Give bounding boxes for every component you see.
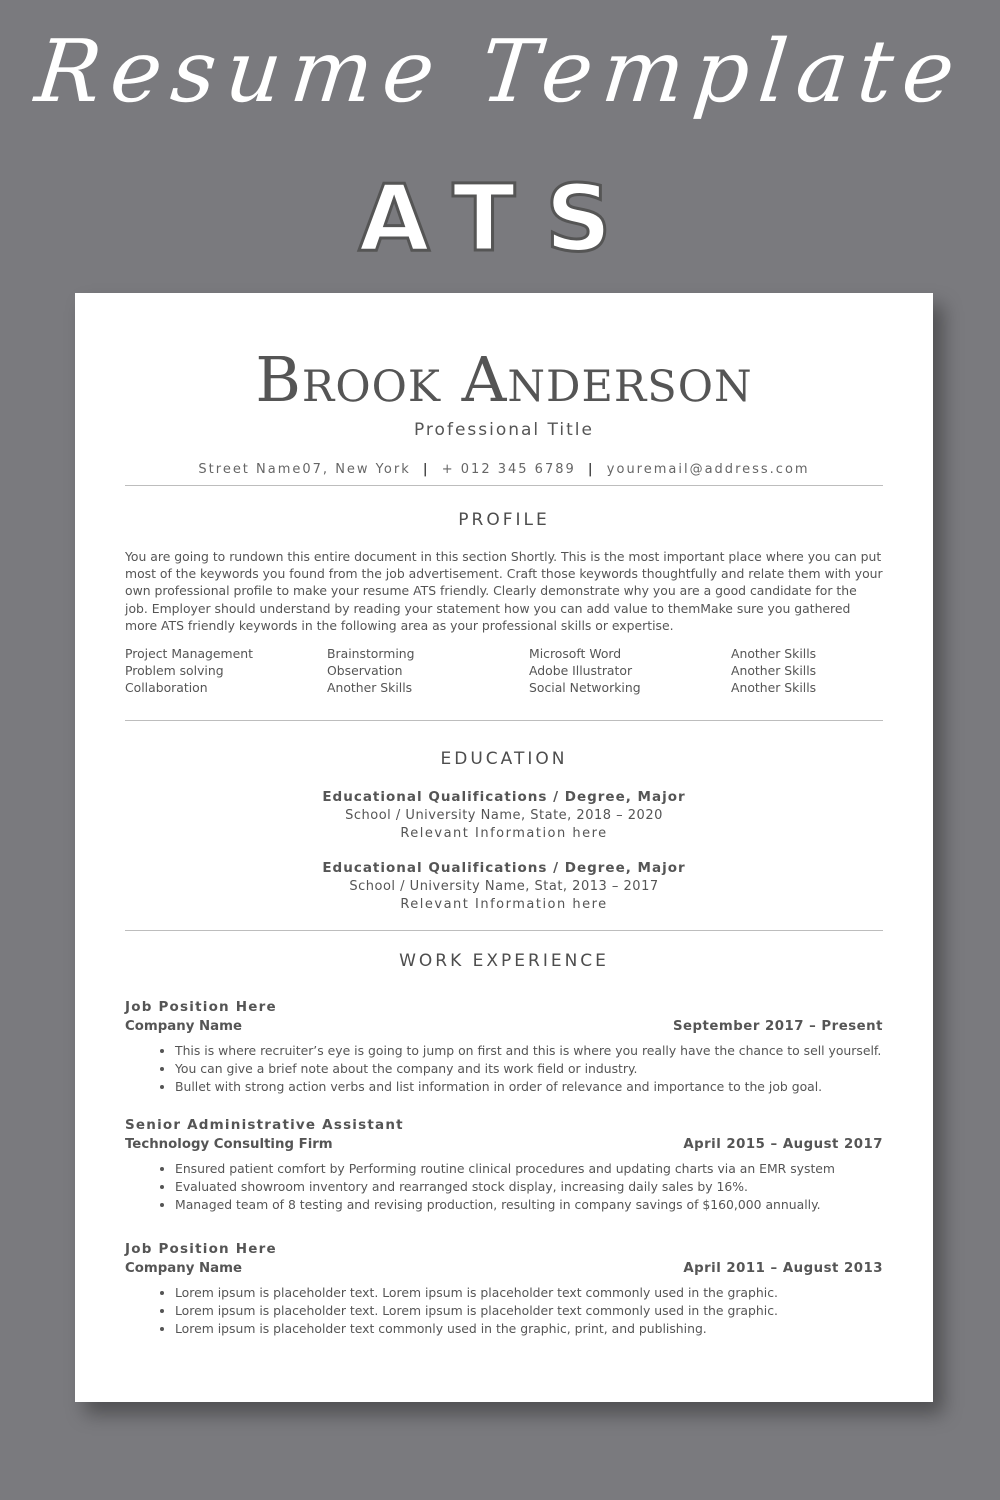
skill-item: Problem solving: [125, 663, 224, 679]
contact-line: [125, 462, 883, 477]
skills-grid: [125, 645, 883, 697]
skill-item: Observation: [327, 663, 403, 679]
profile-summary: You are going to rundown this entire document in this section Shortly. This is the most important place where you can put most of the keywords you found from the job advertisement. Craft those keywords thoughtfully and relate them with your own professional profile to make your resume ATS friendly. Clearly demonstrate why you are a good candidate for the job. Employer should understand by reading your statement how you can add value to themMake sure you gathered more ATS friendly keywords in the following area as your professional skills or expertise.: [125, 549, 883, 633]
skill-item: Collaboration: [125, 680, 208, 696]
divider: [125, 930, 883, 931]
job-bullets: [125, 1284, 883, 1338]
education-info: Relevant Information here: [400, 897, 608, 912]
education-degree: Educational Qualifications / Degree, Major: [322, 860, 686, 876]
job-company: Company Name: [125, 1019, 242, 1034]
job-bullet: • Bullet with strong action verbs and list information in order of relevance and importance to the job goal.: [175, 1078, 883, 1096]
skill-item: Brainstorming: [327, 646, 415, 661]
job-position: Senior Administrative Assistant: [125, 1117, 404, 1133]
skill-item: Social Networking: [529, 680, 641, 696]
job-entry: [125, 1240, 883, 1338]
job-company: Technology Consulting Firm: [125, 1137, 333, 1152]
promo-banner: [0, 0, 1000, 290]
banner-script-title: Resume Template: [31, 22, 969, 122]
education-entry: [125, 788, 883, 843]
job-dates: September 2017 – Present: [672, 1019, 883, 1034]
job-bullet: • Ensured patient comfort by Performing routine clinical procedures and updating charts via an EMR system: [175, 1160, 883, 1178]
candidate-name: Brook Anderson: [255, 343, 753, 416]
job-bullet: • Lorem ipsum is placeholder text commonly used in the graphic, print, and publishing.: [175, 1320, 883, 1338]
education-info: Relevant Information here: [400, 826, 608, 841]
job-company: Company Name: [125, 1261, 242, 1276]
education-heading: EDUCATION: [440, 749, 568, 769]
job-company-row: [125, 1259, 883, 1278]
job-bullet: • You can give a brief note about the company and its work field or industry.: [175, 1060, 883, 1078]
contact-phone: + 012 345 6789: [441, 462, 576, 477]
skill-item: Another Skills: [731, 680, 817, 696]
skill-item: Microsoft Word: [529, 646, 622, 661]
job-company-row: [125, 1135, 883, 1154]
job-bullets: [125, 1160, 883, 1214]
job-bullet: • Lorem ipsum is placeholder text. Lorem ipsum is placeholder text commonly used in the graphic.: [175, 1284, 883, 1302]
divider: [125, 485, 883, 486]
profile-heading: PROFILE: [458, 510, 550, 530]
job-bullet: • Evaluated showroom inventory and rearranged stock display, increasing daily sales by 16%.: [175, 1178, 883, 1196]
education-school: School / University Name, Stat, 2013 – 2017: [349, 879, 659, 894]
skill-item: Project Management: [125, 646, 253, 661]
skill-item: Another Skills: [327, 680, 413, 696]
divider: [125, 720, 883, 721]
work-experience-heading: WORK EXPERIENCE: [399, 951, 609, 971]
job-bullet: • Managed team of 8 testing and revising production, resulting in company savings of $160,000 annually.: [175, 1196, 883, 1214]
contact-address: Street Name07, New York: [198, 462, 411, 477]
skill-item: Another Skills: [731, 646, 817, 661]
education-entry: [125, 859, 883, 914]
job-bullets: [125, 1042, 883, 1096]
job-bullet: • Lorem ipsum is placeholder text. Lorem ipsum is placeholder text commonly used in the graphic.: [175, 1302, 883, 1320]
contact-separator: |: [587, 462, 595, 477]
job-bullet: • This is where recruiter’s eye is going to jump on first and this is where you really have the chance to sell yourself.: [175, 1042, 883, 1060]
job-company-row: [125, 1017, 883, 1036]
professional-title: Professional Title: [413, 420, 594, 440]
contact-separator: |: [422, 462, 430, 477]
skill-item: Adobe Illustrator: [529, 663, 633, 679]
resume-page: [75, 293, 933, 1402]
job-entry: [125, 998, 883, 1096]
contact-email: youremail@address.com: [606, 462, 810, 477]
job-entry: [125, 1116, 883, 1214]
education-school: School / University Name, State, 2018 – 2020: [345, 808, 663, 823]
banner-ats-title: ATS: [358, 165, 642, 272]
education-degree: Educational Qualifications / Degree, Major: [322, 789, 686, 805]
job-dates: April 2011 – August 2013: [683, 1261, 883, 1276]
job-position: Job Position Here: [125, 999, 277, 1015]
job-dates: April 2015 – August 2017: [683, 1137, 883, 1152]
job-position: Job Position Here: [125, 1241, 277, 1257]
skill-item: Another Skills: [731, 663, 817, 679]
